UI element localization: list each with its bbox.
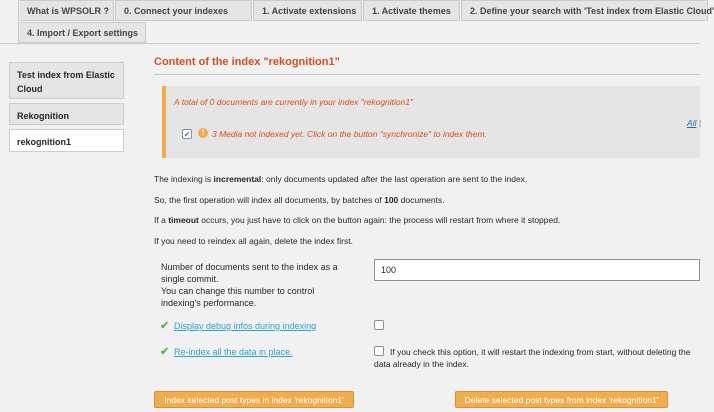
- tab-connect-indexes[interactable]: 0. Connect your indexes: [115, 0, 252, 21]
- reindex-check-icon: ✔: [160, 346, 170, 358]
- batch-size-input[interactable]: [374, 259, 700, 281]
- sidebar-item-test-index[interactable]: Test index from Elastic Cloud: [9, 62, 124, 99]
- index-status-notice: [162, 86, 700, 158]
- link-separator: |: [699, 118, 702, 128]
- debug-check-icon: ✔: [160, 320, 170, 332]
- index-post-types-button[interactable]: Index selected post types in index 'rekognition1': [154, 391, 354, 408]
- tab-activate-extensions[interactable]: 1. Activate extensions: [253, 0, 362, 21]
- incremental-info: The indexing is incremental: only documents updated after the last operation are sent to the index.: [154, 174, 528, 184]
- tab-activate-themes[interactable]: 1. Activate themes: [363, 0, 460, 21]
- tab-import-export[interactable]: 4. Import / Export settings: [18, 22, 146, 43]
- sidebar-item-rekognition1[interactable]: rekognition1: [9, 129, 124, 152]
- debug-infos-link[interactable]: Display debug infos during indexing: [174, 321, 317, 331]
- top-tab-bar: [18, 0, 714, 44]
- reindex-help-text: If you check this option, it will restart the indexing from start, without deleting the data already in the index.: [374, 347, 691, 369]
- tab-what-is-wpsolr[interactable]: What is WPSOLR ?: [18, 0, 114, 21]
- media-type-checkbox[interactable]: ✓: [183, 130, 191, 139]
- total-documents-text: A total of 0 documents are currently in your index "rekognition1": [174, 97, 414, 107]
- delete-post-types-button[interactable]: Delete selected post types from index 'rekognition1': [455, 391, 668, 408]
- warning-icon: !: [198, 128, 208, 138]
- debug-infos-checkbox[interactable]: [374, 320, 384, 330]
- reindex-link[interactable]: Re-index all the data in place.: [174, 347, 293, 357]
- title-divider: [154, 74, 700, 75]
- batch-size-label: Number of documents sent to the index as a single commit. You can change this number to control indexing's performance.: [161, 262, 338, 308]
- timeout-info: If a timeout occurs, you just have to click on the button again: the process will restart from where it stopped.: [154, 215, 561, 225]
- not-indexed-message: 3 Media not indexed yet. Click on the button "synchronize" to index them.: [212, 129, 487, 139]
- reindex-info: If you need to reindex all again, delete the index first.: [154, 236, 353, 246]
- batch-info: So, the first operation will index all documents, by batches of 100 documents.: [154, 195, 445, 205]
- page-title: Content of the index "rekognition1": [154, 56, 340, 68]
- tab-define-search[interactable]: 2. Define your search with 'Test index from Elastic Cloud': [461, 0, 708, 21]
- tabs-divider: [0, 43, 700, 44]
- all-link[interactable]: All: [687, 118, 697, 128]
- sidebar-item-rekognition[interactable]: Rekognition: [9, 103, 124, 125]
